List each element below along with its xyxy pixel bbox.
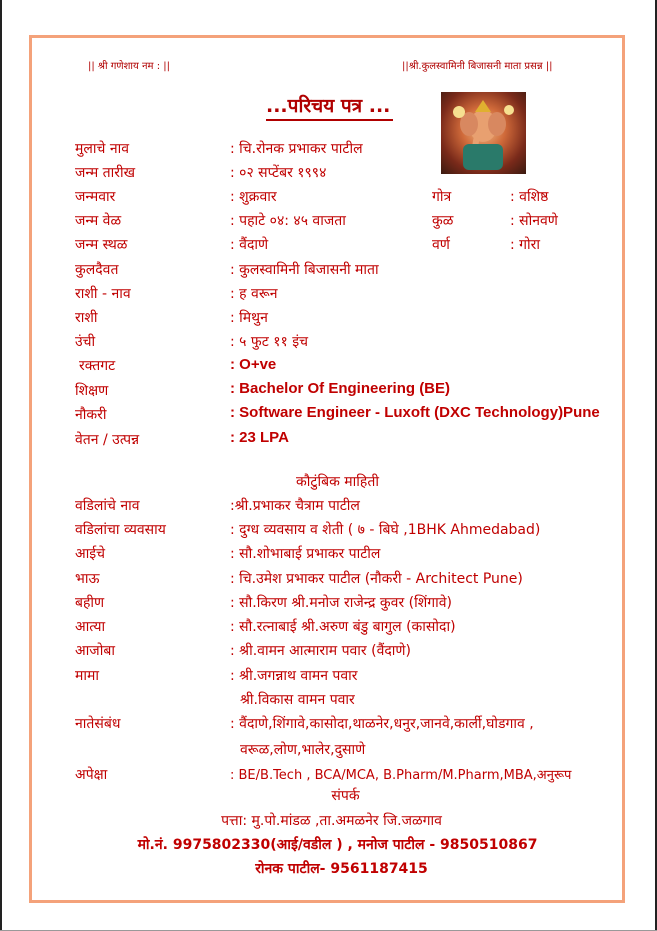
label-birth-time: जन्म वेळ	[75, 213, 122, 229]
label-rashi: राशी	[75, 310, 98, 326]
label-brother: भाऊ	[75, 571, 100, 587]
value-sister: : सौ.किरण श्री.मनोज राजेन्द्र कुवर (शिंगावे)	[230, 595, 453, 611]
label-father-occupation: वडिलांचा व्यवसाय	[75, 522, 166, 538]
value-rashi-name: : ह वरून	[230, 286, 278, 302]
label-complexion: वर्ण	[432, 237, 450, 253]
page-title: ...परिचय पत्र ...	[266, 95, 391, 117]
deity-image-icon	[441, 92, 526, 174]
label-grandfather: आजोबा	[75, 643, 115, 659]
label-aunt: आत्या	[75, 619, 106, 635]
label-blood-group: रक्तगट	[79, 358, 116, 374]
label-kuldaivat: कुलदैवत	[75, 262, 119, 278]
contact-heading: संपर्क	[331, 788, 360, 804]
label-job: नौकरी	[75, 407, 107, 423]
value-mother: : सौ.शोभाबाई प्रभाकर पाटील	[230, 546, 381, 562]
label-mother: आईचे	[75, 546, 106, 562]
value-gotra: : वशिष्ठ	[510, 189, 549, 205]
label-kul: कुळ	[432, 213, 454, 229]
value-birth-place: : वैंदाणे	[230, 237, 269, 253]
contact-ronak-phone: रोनक पाटील- 9561187415	[255, 861, 428, 877]
value-job: : Software Engineer - Luxoft (DXC Technology)Pune	[230, 404, 600, 421]
label-father-name: वडिलांचे नाव	[75, 498, 140, 514]
value-rashi: : मिथुन	[230, 310, 268, 326]
label-sister: बहीण	[75, 595, 105, 611]
value-salary: : 23 LPA	[230, 429, 289, 446]
value-father-name: :श्री.प्रभाकर चैत्राम पाटील	[230, 498, 360, 514]
value-birth-date: : ०२ सप्टेंबर १९९४	[230, 165, 327, 181]
value-blood-group: : O+ve	[230, 356, 277, 373]
label-expectation: अपेक्षा	[75, 767, 108, 783]
label-maternal-uncle: मामा	[75, 668, 99, 684]
value-maternal-uncle-2: श्री.विकास वामन पवार	[240, 692, 355, 708]
value-maternal-uncle: : श्री.जगन्नाथ वामन पवार	[230, 668, 358, 684]
value-name: : चि.रोनक प्रभाकर पाटील	[230, 141, 363, 157]
label-height: उंची	[75, 334, 96, 350]
value-complexion: : गोरा	[510, 237, 541, 253]
value-expectation: : BE/B.Tech , BCA/MCA, B.Pharm/M.Pharm,MBA,अनुरूप	[230, 768, 572, 783]
value-height: : ५ फुट ११ इंच	[230, 334, 308, 350]
value-aunt: : सौ.रत्नाबाई श्री.अरुण बंडु बागुल (कासोदा)	[230, 619, 456, 635]
header-right-invocation: ||श्री.कुलस्वामिनी बिजासनी माता प्रसन्न ||	[402, 61, 553, 72]
ganesha-photo	[441, 92, 526, 174]
label-relatives: नातेसंबंध	[75, 716, 121, 732]
label-rashi-name: राशी - नाव	[75, 286, 131, 302]
value-education: : Bachelor Of Engineering (BE)	[230, 380, 451, 397]
value-grandfather: : श्री.वामन आत्माराम पवार (वैंदाणे)	[230, 643, 411, 659]
family-heading: कौटुंबिक माहिती	[296, 474, 379, 490]
value-relatives-line1: : वैंदाणे,शिंगावे,कासोदा,थाळनेर,धनुर,जानवे,कार्ली,घोडगाव ,	[230, 716, 534, 732]
label-birth-date: जन्म तारीख	[75, 165, 136, 181]
value-kul: : सोनवणे	[510, 213, 558, 229]
value-father-occupation: : दुग्ध व्यवसाय व शेती ( ७ - बिघे ,1BHK Ahmedabad)	[230, 522, 541, 538]
label-name: मुलाचे नाव	[75, 141, 130, 157]
label-birth-day: जन्मवार	[75, 189, 116, 205]
label-salary: वेतन / उत्पन्न	[75, 432, 140, 448]
label-birth-place: जन्म स्थळ	[75, 237, 128, 253]
contact-address: पत्ता: मु.पो.मांडळ ,ता.अमळनेर जि.जळगाव	[221, 813, 442, 829]
value-birth-day: : शुक्रवार	[230, 189, 277, 205]
contact-phones: मो.नं. 9975802330(आई/वडील ) , मनोज पाटील - 9850510867	[137, 837, 538, 853]
value-birth-time: : पहाटे ०४: ४५ वाजता	[230, 213, 346, 229]
value-relatives-line2: वरूळ,लोण,भालेर,दुसाणे	[240, 742, 366, 758]
header-left-invocation: || श्री गणेशाय नम : ||	[88, 61, 170, 72]
label-gotra: गोत्र	[432, 189, 452, 205]
label-education: शिक्षण	[75, 383, 109, 399]
value-kuldaivat: : कुलस्वामिनी बिजासनी माता	[230, 262, 379, 278]
value-brother: : चि.उमेश प्रभाकर पाटील (नौकरी - Architect Pune)	[230, 571, 523, 587]
title-underline	[266, 119, 393, 121]
